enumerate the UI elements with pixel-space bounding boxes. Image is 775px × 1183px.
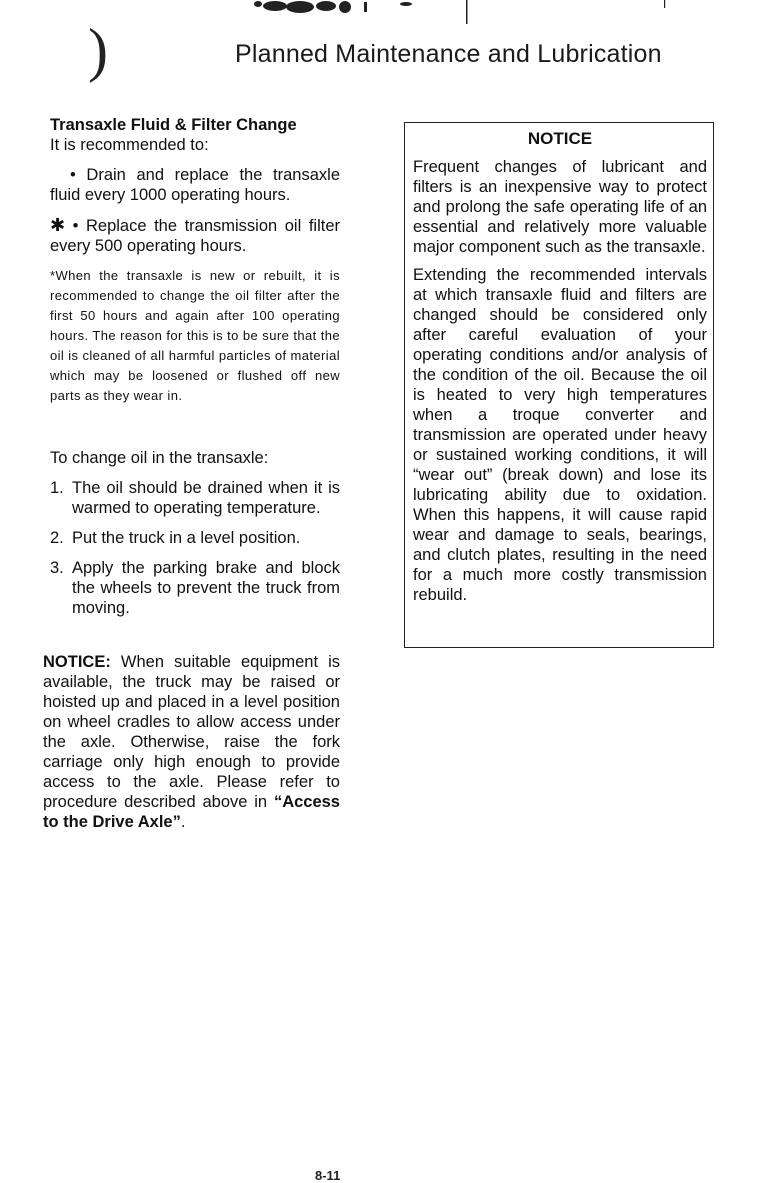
notice-box-paragraph-1: Frequent changes of lubricant and filters is an inexpensive way to protect and prolong the safe operating life of an essential and relatively more valuable major component such as the transaxle.: [413, 158, 707, 256]
list-item: [50, 528, 340, 548]
scan-artifact-marks: [0, 0, 775, 30]
bullet-drain-fluid: • Drain and replace the transaxle fluid every 1000 operating hours.: [50, 166, 340, 204]
notice-box-title: NOTICE: [527, 129, 593, 148]
step-number: 2.: [50, 529, 64, 547]
list-item: [50, 478, 340, 518]
page-number: 8-11: [315, 1168, 341, 1183]
footnote-text: *When the transaxle is new or rebuilt, it is recommended to change the oil filter after the first 50 hours and again after 100 operating hours. The reason for this is to be sure that the oil is cleaned of all harmful particles of material which may be loosened or flushed off new parts as they wear in.: [50, 268, 340, 403]
notice-box: [404, 122, 714, 648]
notice-paragraph: [43, 652, 340, 832]
step-number: 3.: [50, 559, 64, 577]
bullet-replace-filter-text: • Replace the transmission oil filter every 500 operating hours.: [50, 217, 340, 255]
steps-list: [50, 478, 340, 618]
notice-text: When suitable equipment is available, the truck may be raised or hoisted up and placed in a level position on wheel cradles to allow access under the axle. Otherwise, raise the fork carriage only high enough to provide access to the axle. Please refer to procedure described above in: [43, 653, 340, 811]
step-text: Apply the parking brake and block the wheels to prevent the truck from moving.: [72, 559, 340, 617]
list-item: [50, 558, 340, 618]
left-column: [43, 115, 340, 832]
step-number: 1.: [50, 479, 64, 497]
notice-box-paragraph-2: Extending the recommended intervals at which transaxle fluid and filters are changed should be considered only after careful evaluation of your operating conditions and/or analysis of the condition of the oil. Because the oil is heated to very high temperatures when a troque converter and transmission are operated under heavy or sustained working conditions, it will “wear out” (break down) and lose its lubricating ability due to oxidation. When this happens, it will cause rapid wear and damage to seals, bearings, and clutch plates, resulting in the need for a much more costly transmission rebuild.: [413, 266, 707, 604]
bullet-replace-filter: [50, 215, 340, 256]
steps-intro: To change oil in the transaxle:: [50, 449, 269, 467]
step-text: Put the truck in a level position.: [72, 529, 301, 547]
notice-end: .: [180, 813, 186, 831]
intro-text: It is recommended to:: [50, 136, 209, 154]
step-text: The oil should be drained when it is warmed to operating temperature.: [72, 479, 340, 517]
margin-bracket-mark: ): [88, 17, 108, 83]
notice-reference: “Access to the Drive Axle”: [43, 793, 340, 831]
notice-label: NOTICE:: [43, 653, 111, 671]
section-title: Transaxle Fluid & Filter Change: [50, 116, 297, 134]
asterisk-icon: ✱: [50, 215, 66, 235]
page-title: Planned Maintenance and Lubrication: [235, 40, 662, 68]
